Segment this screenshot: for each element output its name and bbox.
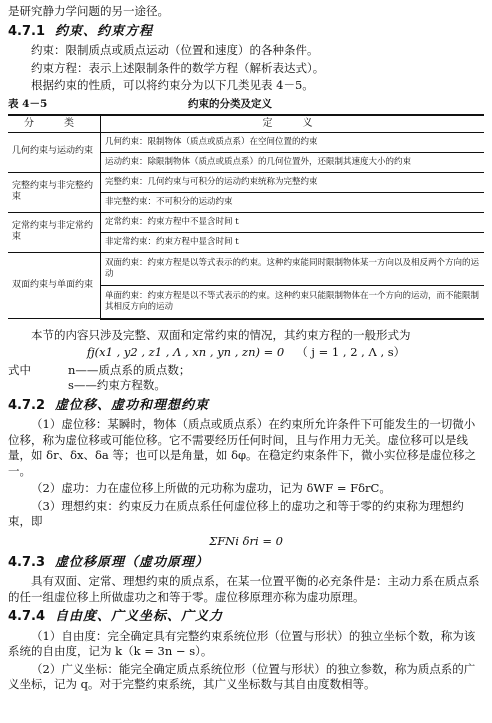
table-header-definition: 定 义 [101,115,485,133]
ideal-constraint-paragraph: （3）理想约束：约束反力在质点系任何虚位移上的虚功之和等于零的约束称为理想约束，即 [8,498,464,529]
where-item-n: n——质点系的质点数； [68,362,191,377]
table-row-definition: 非定常约束：约束方程中显含时间 t [101,232,485,252]
constraint-classification-table [8,114,484,320]
table-row-class: 完整约束与非完整约束 [8,172,101,212]
virtual-work-paragraph: （2）虚功：力在虚位移上所做的元功称为虚功，记为 δWF = FδrC。 [31,481,391,496]
constraint-equation-formula [8,345,484,361]
table-title: 约束的分类及定义 [188,97,272,110]
virtual-displacement-paragraph: （1）虚位移：某瞬时，物体（质点或质点系）在约束所允许条件下可能发生的一切微小位移，称为虚位移或可能位移。它不需要经历任何时间，且与作用力无关。虚位移可以是线量，如 δr、δx、δa 等；也可以是角量，如 δφ。在稳定约束条件下，微小实位移是虚位移之一。 [8,417,477,478]
intro-text: 是研究静力学问题的另一途径。 [8,4,169,18]
section-4-7-4-heading [8,608,484,626]
table-row-definition: 定常约束：约束方程中不显含时间 t [101,212,485,232]
section-title: 虚位移、虚功和理想约束 [55,397,210,413]
section-number: 4.7.1 [8,23,46,39]
table-row-class: 几何约束与运动约束 [8,132,101,172]
section-4-7-2-heading [8,397,484,415]
section-number: 4.7.3 [8,554,46,570]
section-title: 自由度、广义坐标、广义力 [55,609,224,625]
table-caption [8,97,484,111]
generalized-coordinate-paragraph: （2）广义坐标：能完全确定质点系统位形（位置与形状）的独立参数，称为质点系的广义坐标，记为 q。对于完整约束系统，其广义坐标数与其自由度数相等。 [8,661,476,692]
section-4-7-1-heading [8,23,484,41]
table-row-definition: 非完整约束：不可积分的运动约束 [101,192,485,212]
general-form-intro: 本节的内容只涉及完整、双面和定常约束的情况，其约束方程的一般形式为 [31,327,411,342]
section-title: 虚位移原理（虚功原理） [55,554,210,570]
table-row-definition: 几何约束：限制物体（质点或质点系）在空间位置的约束 [101,132,485,152]
formula-range: （ j = 1 , 2 , Λ , s） [296,345,406,360]
table-row-definition: 双面约束：约束方程是以等式表示的约束。这种约束能同时限制物体某一方向以及相反两个方向的运动 [101,252,485,285]
formula-main: fj(x1 , y2 , z1 , Λ , xn , yn , zn) = 0 [86,345,285,360]
table-row-definition: 单面约束：约束方程是以不等式表示的约束。这种约束只能限制物体在一个方向的运动，而不能限制其相反方向的运动 [101,285,485,319]
section-number: 4.7.2 [8,397,46,413]
where-item-s: s——约束方程数。 [68,378,166,393]
table-label: 表 4－5 [8,97,48,110]
constraint-equation-definition: 约束方程：表示上述限制条件的数学方程（解析表达式）。 [31,60,325,75]
classification-intro: 根据约束的性质，可以将约束分为以下几类见表 4－5。 [31,78,314,93]
virtual-work-principle-paragraph: 具有双面、定常、理想约束的质点系，在某一位置平衡的必充条件是：主动力系在质点系的任一组虚位移上所做虚功之和等于零。虚位移原理亦称为虚功原理。 [8,574,480,604]
table-row-class: 双面约束与单面约束 [8,252,101,319]
table-header-class: 分 类 [8,115,101,133]
table-row-class: 定常约束与非定常约束 [8,212,101,252]
section-number: 4.7.4 [8,609,46,625]
where-lead: 式中 [8,362,31,377]
table-row-definition: 完整约束：几何约束与可积分的运动约束统称为完整约束 [101,172,485,192]
table-row-definition: 运动约束：除限制物体（质点或质点系）的几何位置外，还限制其速度大小的约束 [101,152,485,172]
ideal-constraint-equation: ΣFNi δri = 0 [209,534,283,548]
section-4-7-3-heading [8,554,484,572]
degree-of-freedom-paragraph: （1）自由度：完全确定具有完整约束系统位形（位置与形状）的独立坐标个数，称为该系统的自由度，记为 k（k = 3n − s）。 [8,628,476,659]
where-block [8,363,484,394]
constraint-definition: 约束：限制质点或质点运动（位置和速度）的各种条件。 [31,43,319,58]
section-title: 约束、约束方程 [55,23,154,39]
